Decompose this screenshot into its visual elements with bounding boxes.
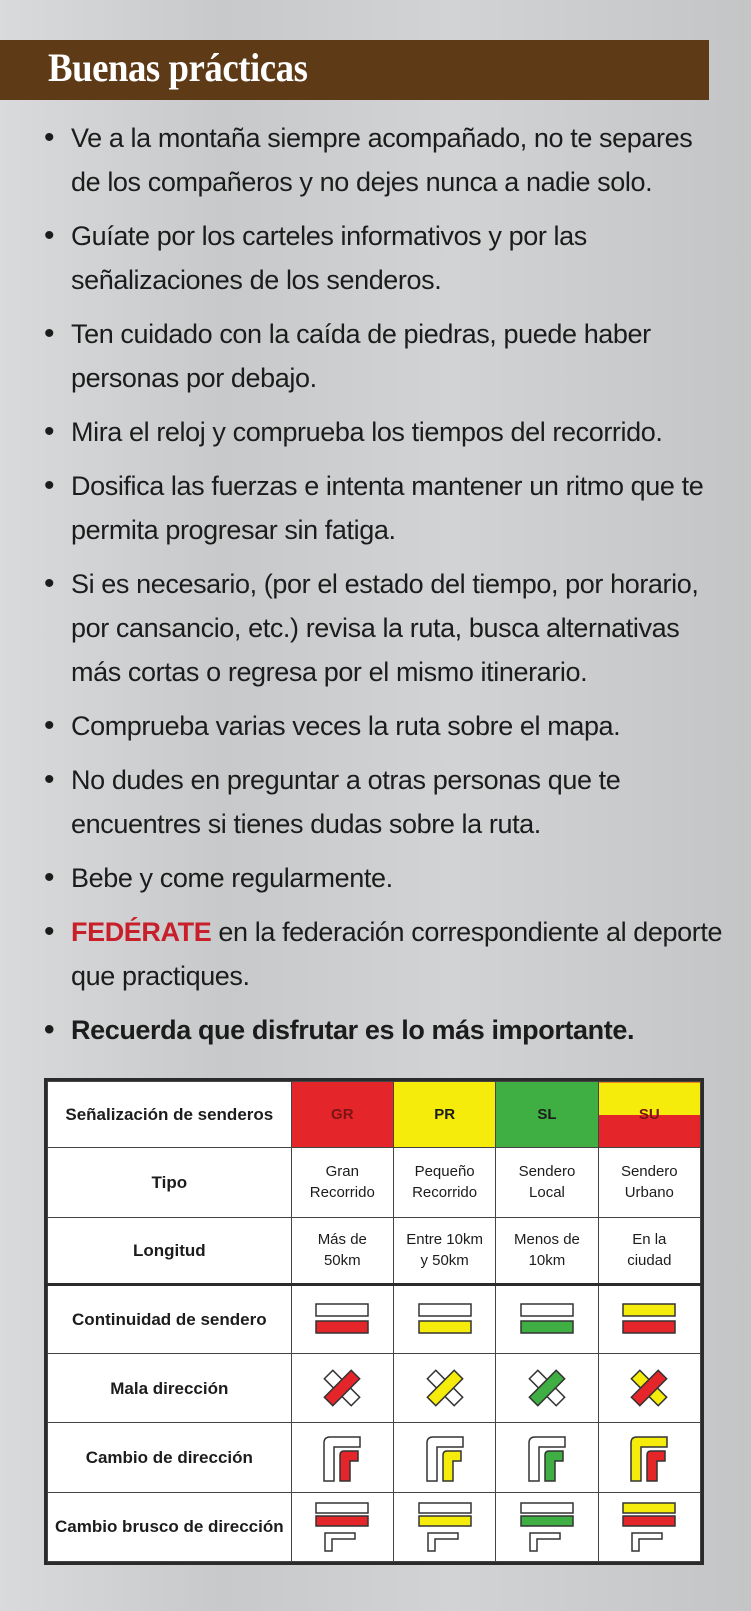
- tipo-cell: Pequeño Recorrido: [393, 1148, 495, 1217]
- brusco-label: Cambio brusco de dirección: [48, 1492, 292, 1561]
- code-su: SU: [598, 1082, 700, 1148]
- tip-text: Si es necesario, (por el estado del tiempo, por horario, por cansancio, etc.) revisa la ruta, busca alternativas más cortas o regresa por el mismo itinerario.: [71, 569, 699, 687]
- tip-item: [44, 214, 724, 302]
- tip-text: Ten cuidado con la caída de piedras, puede haber personas por debajo.: [71, 319, 651, 393]
- table-row-brusco: [48, 1492, 701, 1561]
- tip-item-important: [44, 1008, 724, 1052]
- bullet-icon: •: [44, 415, 55, 448]
- cambio-direccion-pr-icon: [393, 1423, 495, 1492]
- cambio-direccion-gr-icon: [291, 1423, 393, 1492]
- continuidad-sign-sl-icon: [496, 1284, 598, 1353]
- page-title: Buenas prácticas: [48, 45, 308, 90]
- table-row-header: [48, 1082, 701, 1148]
- bullet-icon: •: [44, 709, 55, 742]
- table-row-mala-direccion: [48, 1354, 701, 1423]
- code-pr: PR: [393, 1082, 495, 1148]
- tipo-cell: Gran Recorrido: [291, 1148, 393, 1217]
- longitud-cell: En la ciudad: [598, 1217, 700, 1284]
- tip-item: [44, 410, 724, 454]
- table-row-longitud: [48, 1217, 701, 1284]
- mala-direccion-pr-icon: [393, 1354, 495, 1423]
- bullet-icon: •: [44, 219, 55, 252]
- tip-text: Guíate por los carteles informativos y por las señalizaciones de los senderos.: [71, 221, 587, 295]
- tip-item: [44, 562, 724, 694]
- cambio-direccion-sl-icon: [496, 1423, 598, 1492]
- tip-text: Comprueba varias veces la ruta sobre el mapa.: [71, 711, 621, 741]
- tip-text: Ve a la montaña siempre acompañado, no te separes de los compañeros y no dejes nunca a nadie solo.: [71, 123, 693, 197]
- federate-highlight: FEDÉRATE: [71, 917, 212, 947]
- tip-text: en la federación correspondiente al deporte que practiques.: [71, 917, 723, 991]
- header-label: Señalización de senderos: [48, 1082, 292, 1148]
- longitud-cell: Más de 50km: [291, 1217, 393, 1284]
- tip-item: [44, 116, 724, 204]
- bullet-icon: •: [44, 567, 55, 600]
- tip-text: Bebe y come regularmente.: [71, 863, 393, 893]
- longitud-cell: Menos de 10km: [496, 1217, 598, 1284]
- continuidad-sign-su-icon: [598, 1284, 700, 1353]
- tipo-cell: Sendero Urbano: [598, 1148, 700, 1217]
- title-bar: [0, 40, 709, 100]
- tips-list: [44, 116, 724, 1062]
- cambio-brusco-su-icon: [598, 1492, 700, 1561]
- table-row-continuidad: [48, 1284, 701, 1353]
- cambio-brusco-pr-icon: [393, 1492, 495, 1561]
- bullet-icon: •: [44, 1013, 55, 1046]
- tip-item: [44, 464, 724, 552]
- mala-direccion-sl-icon: [496, 1354, 598, 1423]
- bullet-icon: •: [44, 317, 55, 350]
- cambio-direccion-su-icon: [598, 1423, 700, 1492]
- tipo-label: Tipo: [48, 1148, 292, 1217]
- bullet-icon: •: [44, 763, 55, 796]
- tip-item: [44, 910, 724, 998]
- code-gr: GR: [291, 1082, 393, 1148]
- tip-item: [44, 758, 724, 846]
- continuidad-label: Continuidad de sendero: [48, 1284, 292, 1353]
- code-sl: SL: [496, 1082, 598, 1148]
- longitud-cell: Entre 10km y 50km: [393, 1217, 495, 1284]
- cambio-label: Cambio de dirección: [48, 1423, 292, 1492]
- mala-direccion-gr-icon: [291, 1354, 393, 1423]
- cambio-brusco-gr-icon: [291, 1492, 393, 1561]
- cambio-brusco-sl-icon: [496, 1492, 598, 1561]
- tip-text: No dudes en preguntar a otras personas que te encuentres si tienes dudas sobre la ruta.: [71, 765, 621, 839]
- tip-item: [44, 312, 724, 400]
- continuidad-sign-gr-icon: [291, 1284, 393, 1353]
- bullet-icon: •: [44, 121, 55, 154]
- table-row-tipo: [48, 1148, 701, 1217]
- trail-signs-table-frame: [44, 1078, 704, 1565]
- table-row-cambio: [48, 1423, 701, 1492]
- tipo-cell: Sendero Local: [496, 1148, 598, 1217]
- continuidad-sign-pr-icon: [393, 1284, 495, 1353]
- tip-item: [44, 704, 724, 748]
- trail-signs-table: [47, 1081, 701, 1562]
- tip-text: Recuerda que disfrutar es lo más importante.: [71, 1015, 635, 1045]
- mala-direccion-su-icon: [598, 1354, 700, 1423]
- tip-text: Mira el reloj y comprueba los tiempos del recorrido.: [71, 417, 663, 447]
- bullet-icon: •: [44, 861, 55, 894]
- longitud-label: Longitud: [48, 1217, 292, 1284]
- mala-label: Mala dirección: [48, 1354, 292, 1423]
- bullet-icon: •: [44, 469, 55, 502]
- tip-item: [44, 856, 724, 900]
- tip-text: Dosifica las fuerzas e intenta mantener un ritmo que te permita progresar sin fatiga.: [71, 471, 704, 545]
- bullet-icon: •: [44, 915, 55, 948]
